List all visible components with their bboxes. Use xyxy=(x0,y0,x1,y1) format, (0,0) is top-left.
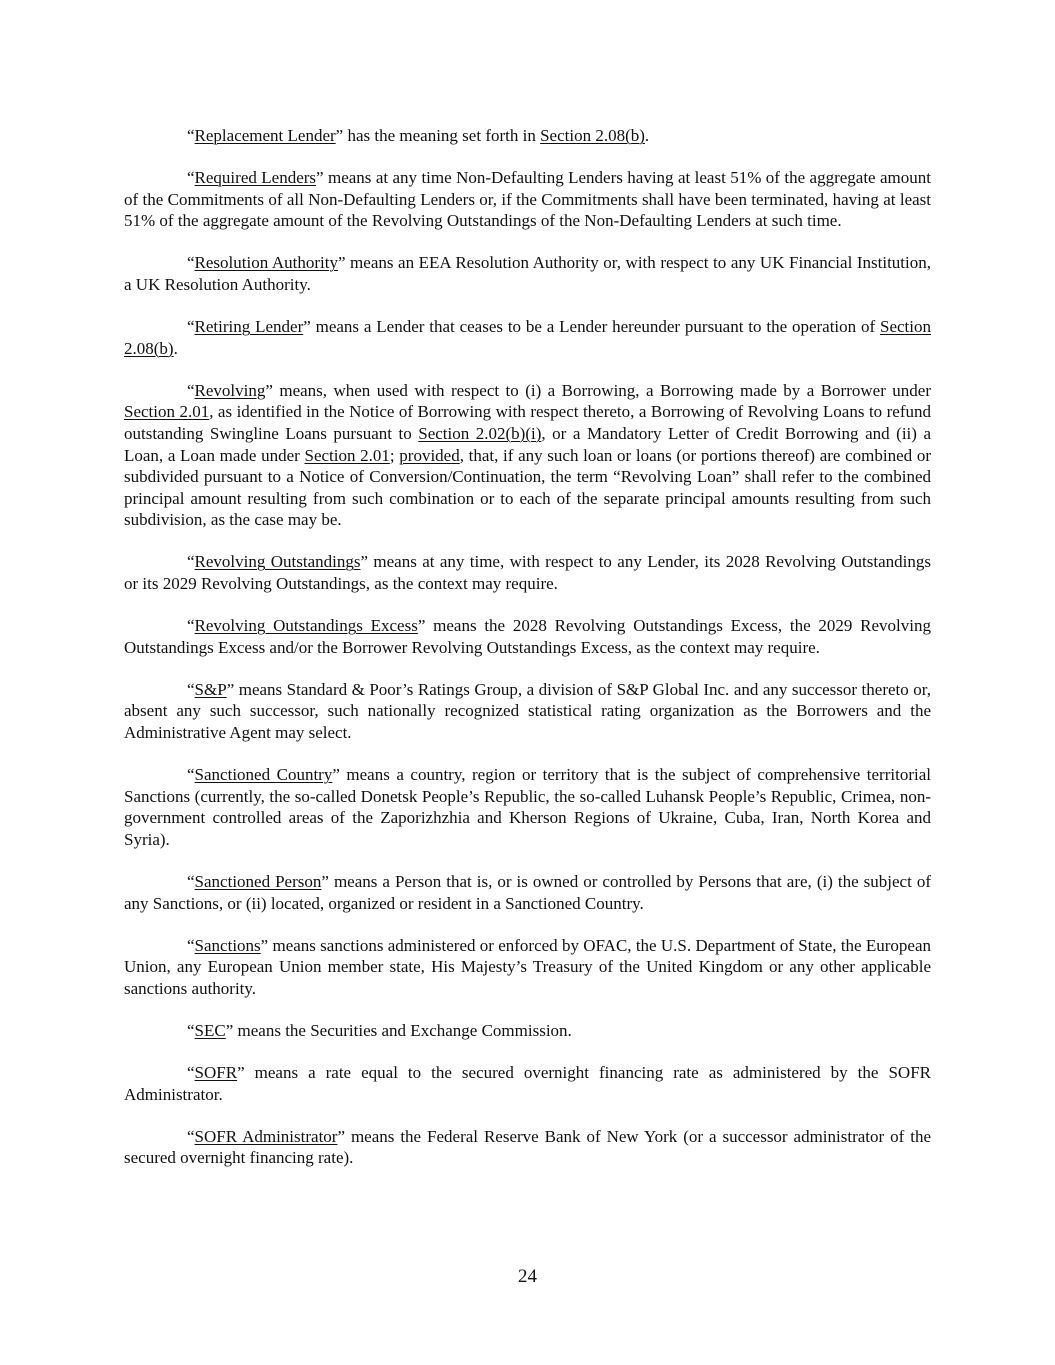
definition-text: “ xyxy=(187,552,195,572)
defined-term: SEC xyxy=(194,1020,226,1040)
definition-text: “ xyxy=(187,253,195,273)
definition-text: ” means the Federal Reserve Bank of New York (or a successor administrator of the secured overnight financing rate). xyxy=(124,1126,932,1168)
definition-text: ; xyxy=(389,445,400,465)
definition-text: , as identified in the Notice of Borrowing with respect thereto, a Borrowing of Revolving Loans to refund outstanding Swingline Loans pursuant to xyxy=(124,402,931,443)
definition-paragraph xyxy=(124,615,931,658)
definition-paragraph xyxy=(124,935,931,1000)
definition-text: “ xyxy=(187,1063,195,1082)
defined-term: Resolution Authority xyxy=(194,253,338,273)
definitions-list xyxy=(124,125,931,1189)
defined-term: Sanctions xyxy=(194,935,261,955)
definition-paragraph xyxy=(124,764,931,850)
defined-term: Required Lenders xyxy=(194,168,317,188)
definition-paragraph xyxy=(124,125,931,147)
definition-text: . xyxy=(173,338,178,358)
defined-term: Revolving Outstandings xyxy=(194,552,361,572)
definition-text: “ xyxy=(187,871,195,891)
definition-text: , that, if any such loan or loans (or portions thereof) are combined or subdivided pursuant to a Notice of Conversion/Continuation, the term “Revolving Loan” shall refer to the combined principal amount resulting from such combination or to each of the separate principal amounts resulting from such subdivision, as the case may be. xyxy=(124,445,931,530)
definition-text: . xyxy=(644,126,650,145)
definition-paragraph xyxy=(124,1062,931,1105)
definition-text: ” means Standard & Poor’s Ratings Group, a division of S&P Global Inc. and any successor thereto or, absent any such successor, such nationally recognized statistical rating organization as the Borrowers and the Administrative Agent may select. xyxy=(124,679,931,742)
definition-text: “ xyxy=(187,380,195,400)
definition-text: , or a Mandatory Letter of Credit Borrowing and (ii) a Loan, a Loan made under xyxy=(124,423,931,465)
defined-term: Replacement Lender xyxy=(194,126,336,145)
cross-reference: provided xyxy=(399,445,460,465)
definition-text: “ xyxy=(187,126,195,145)
definition-text: ” means the 2028 Revolving Outstandings Excess, the 2029 Revolving Outstandings Excess and/or the Borrower Revolving Outstandings Excess, as the context may require. xyxy=(124,616,931,657)
page-number: 24 xyxy=(518,1266,537,1287)
definition-paragraph xyxy=(124,1020,931,1042)
definition-text: ” means the Securities and Exchange Commission. xyxy=(225,1020,572,1040)
definition-paragraph xyxy=(124,316,931,359)
defined-term: Retiring Lender xyxy=(194,317,304,337)
cross-reference: Section 2.08(b) xyxy=(540,126,645,145)
defined-term: SOFR Administrator xyxy=(194,1126,338,1146)
definition-text: ” means sanctions administered or enforced by OFAC, the U.S. Department of State, the European Union, any European Union member state, His Majesty’s Treasury of the United Kingdom or any other applicable sanctions authority. xyxy=(124,935,931,998)
definition-paragraph xyxy=(124,679,931,744)
definition-text: “ xyxy=(187,317,195,337)
defined-term: Revolving xyxy=(194,380,266,400)
definition-text: ” means a Person that is, or is owned or controlled by Persons that are, (i) the subject of any Sanctions, or (ii) located, organized or resident in a Sanctioned Country. xyxy=(124,871,931,913)
defined-term: SOFR xyxy=(194,1063,238,1082)
definition-paragraph xyxy=(124,1126,931,1169)
definition-text: ” means a country, region or territory that is the subject of comprehensive territorial Sanctions (currently, the so-called Donetsk People’s Republic, the so-called Luhansk People’s Republic, Crimea, non-government controlled areas of the Zaporizhzhia and Kherson Regions of Ukraine, Cuba, Iran, North Korea and Syria). xyxy=(124,765,931,849)
defined-term: S&P xyxy=(194,679,227,699)
definition-text: ” means at any time Non-Defaulting Lenders having at least 51% of the aggregate amount of the Commitments of all Non-Defaulting Lenders or, if the Commitments shall have been terminated, having at least 51% of the aggregate amount of the Revolving Outstandings of the Non-Defaulting Lenders at such time. xyxy=(124,168,931,231)
definition-text: “ xyxy=(187,679,195,699)
definition-paragraph xyxy=(124,167,931,232)
definition-text: ” means an EEA Resolution Authority or, with respect to any UK Financial Institution, a UK Resolution Authority. xyxy=(124,253,931,294)
definition-text: ” has the meaning set forth in xyxy=(335,126,541,145)
cross-reference: Section 2.08(b) xyxy=(124,317,931,358)
definition-text: “ xyxy=(187,168,195,188)
definition-text: ” means, when used with respect to (i) a Borrowing, a Borrowing made by a Borrower under xyxy=(265,380,931,400)
definition-paragraph xyxy=(124,380,931,531)
cross-reference: Section 2.01 xyxy=(304,445,390,465)
definition-text: “ xyxy=(187,616,195,636)
definition-text: “ xyxy=(187,765,195,785)
definition-text: ” means at any time, with respect to any Lender, its 2028 Revolving Outstandings or its 2029 Revolving Outstandings, as the context may require. xyxy=(124,552,932,593)
definition-text: “ xyxy=(187,935,195,955)
cross-reference: Section 2.01 xyxy=(124,402,210,422)
defined-term: Revolving Outstandings Excess xyxy=(194,616,418,636)
definition-text: ” means a Lender that ceases to be a Lender hereunder pursuant to the operation of xyxy=(303,317,880,337)
definition-text: ” means a rate equal to the secured overnight financing rate as administered by the SOFR Administrator. xyxy=(124,1063,931,1104)
defined-term: Sanctioned Country xyxy=(194,765,333,785)
definition-text: “ xyxy=(187,1126,195,1146)
definition-paragraph xyxy=(124,871,931,914)
definition-text: “ xyxy=(187,1020,195,1040)
defined-term: Sanctioned Person xyxy=(194,871,322,891)
definition-paragraph xyxy=(124,252,931,295)
definition-paragraph xyxy=(124,551,931,594)
cross-reference: Section 2.02(b)(i) xyxy=(418,423,542,443)
